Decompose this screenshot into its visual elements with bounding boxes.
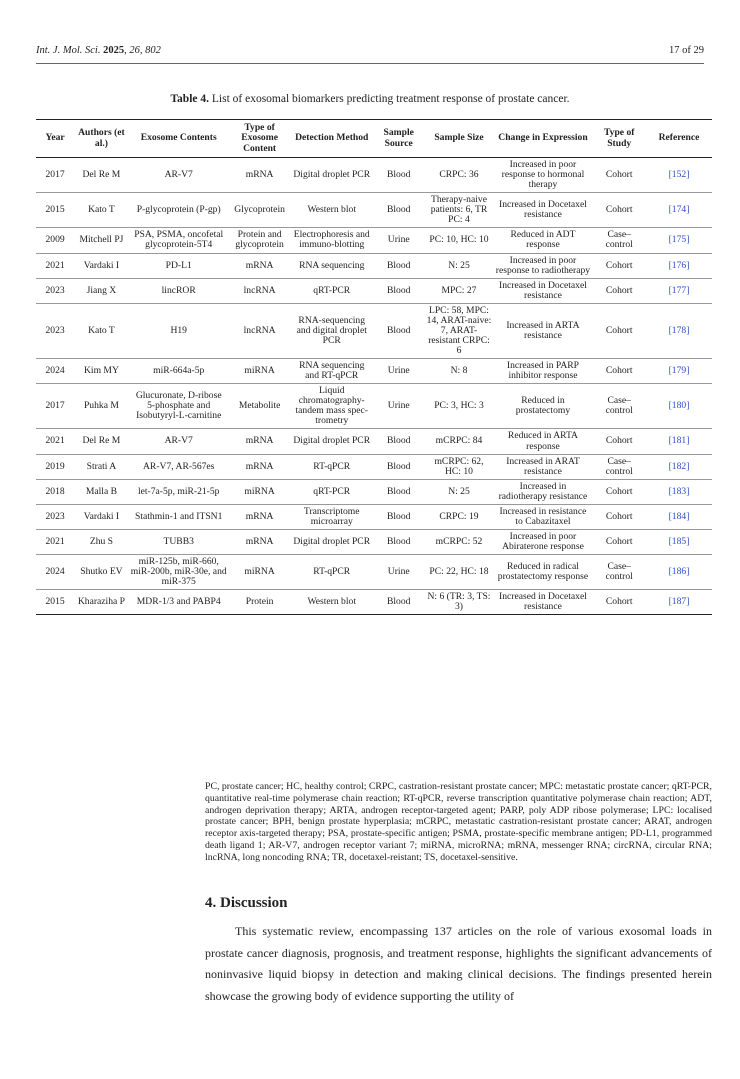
table-cell: Reduced in ADT response — [494, 228, 593, 253]
table-cell: Increased in Docetaxel resistance — [494, 278, 593, 303]
table-cell: miRNA — [229, 479, 291, 504]
table-row — [36, 359, 712, 384]
table-header-row — [36, 120, 712, 158]
column-header: Exosome Contents — [129, 120, 229, 158]
column-header: Year — [36, 120, 74, 158]
table-cell: Digital droplet PCR — [291, 529, 373, 554]
table-cell: 2017 — [36, 158, 74, 193]
table-cell: Blood — [373, 529, 425, 554]
table-cell: lncRNA — [229, 278, 291, 303]
column-header: Change in Expression — [494, 120, 593, 158]
table-cell: AR-V7 — [129, 158, 229, 193]
table-cell: mCRPC: 52 — [424, 529, 493, 554]
table-cell: Western blot — [291, 193, 373, 228]
table-cell: Vardaki I — [74, 504, 129, 529]
table-cell: Cohort — [592, 278, 646, 303]
table-cell: Electrophoresis and immuno-blotting — [291, 228, 373, 253]
table-cell: Increased in poor Abiraterone response — [494, 529, 593, 554]
table-cell: Increased in poor response to radiotherapy — [494, 253, 593, 278]
table-cell: Urine — [373, 228, 425, 253]
table-cell: Transcriptome microarray — [291, 504, 373, 529]
table-row — [36, 303, 712, 358]
table-cell: Digital droplet PCR — [291, 158, 373, 193]
reference-link[interactable]: [177] — [646, 278, 712, 303]
table-cell: mRNA — [229, 158, 291, 193]
page-header — [36, 43, 704, 64]
table-row — [36, 529, 712, 554]
citation-volume: , 26, 802 — [124, 45, 161, 56]
table-row — [36, 193, 712, 228]
journal-citation — [36, 45, 161, 56]
table-cell: Western blot — [291, 590, 373, 615]
table-caption-text: List of exosomal biomarkers predicting treatment response of prostate cancer. — [211, 93, 570, 105]
table-cell: Liquid chromatography-tandem mass spec-trometry — [291, 384, 373, 429]
reference-link[interactable]: [186] — [646, 555, 712, 590]
table-cell: N: 6 (TR: 3, TS: 3) — [424, 590, 493, 615]
column-header: Type of Study — [592, 120, 646, 158]
table-cell: 2021 — [36, 253, 74, 278]
table-cell: PC: 3, HC: 3 — [424, 384, 493, 429]
column-header: Detection Method — [291, 120, 373, 158]
body-paragraph: This systematic review, encompassing 137 articles on the role of various exosomal loads in prostate cancer diagnosis, prognosis, and treatment response, highlights the significant advancements of noninvasive liquid biopsy in detection and making clinical decisions. The findings presented herein showcase the growing body of evidence supporting the utility of — [205, 924, 712, 1003]
table-cell: Increased in Docetaxel resistance — [494, 193, 593, 228]
table-abbreviations: PC, prostate cancer; HC, healthy control; CRPC, castration-resistant prostate cancer; MPC: metastatic prostate cancer; qRT-PCR, quantitative real-time polymerase chain reaction; RT-qPCR, reverse transcription quantitative polymerase chain reaction; ADT, androgen deprivation therapy; ARTA, androgen receptor-targeted agent; PARP, poly ADP ribose polymerase; LPC: localised prostate cancer; BPH, benign prostate hyperplasia; mCRPC, metastatic castration-resistant prostate cancer; ARAT, androgen receptor axis-targeted therapy; PSA, prostate-specific antigen; PSMA, prostate-specific membrane antigen; PD-L1, programmed death ligand 1; AR-V7, androgen receptor variant 7; miRNA, microRNA; mRNA, messenger RNA; circRNA, circular RNA; lncRNA, long noncoding RNA; TR, docetaxel-reistant; TS, docetaxel-sensitive. — [205, 781, 712, 863]
reference-link[interactable]: [183] — [646, 479, 712, 504]
table-cell: AR-V7 — [129, 429, 229, 454]
table-cell: Zhu S — [74, 529, 129, 554]
table-row — [36, 384, 712, 429]
table-cell: Urine — [373, 384, 425, 429]
table-cell: Glycoprotein — [229, 193, 291, 228]
table-cell: PC: 10, HC: 10 — [424, 228, 493, 253]
table-cell: 2023 — [36, 303, 74, 358]
table-cell: Cohort — [592, 590, 646, 615]
table-cell: RNA-sequencing and digital droplet PCR — [291, 303, 373, 358]
table-row — [36, 429, 712, 454]
table-cell: MDR-1/3 and PABP4 — [129, 590, 229, 615]
table-cell: Mitchell PJ — [74, 228, 129, 253]
table-cell: Cohort — [592, 303, 646, 358]
table-cell: Therapy-naive patients: 6, TR PC: 4 — [424, 193, 493, 228]
table-cell: Blood — [373, 303, 425, 358]
table-cell: mRNA — [229, 454, 291, 479]
table-cell: mRNA — [229, 529, 291, 554]
table-cell: Stathmin-1 and ITSN1 — [129, 504, 229, 529]
table-cell: Blood — [373, 479, 425, 504]
table-cell: 2023 — [36, 504, 74, 529]
table-cell: Urine — [373, 555, 425, 590]
table-caption — [36, 93, 704, 105]
table-row — [36, 479, 712, 504]
table-cell: Kim MY — [74, 359, 129, 384]
table-row — [36, 454, 712, 479]
table-cell: PD-L1 — [129, 253, 229, 278]
table-cell: PC: 22, HC: 18 — [424, 555, 493, 590]
table-cell: Cohort — [592, 359, 646, 384]
reference-link[interactable]: [182] — [646, 454, 712, 479]
journal-name: Int. J. Mol. Sci. — [36, 45, 101, 56]
reference-link[interactable]: [152] — [646, 158, 712, 193]
table-cell: CRPC: 36 — [424, 158, 493, 193]
table-cell: N: 25 — [424, 479, 493, 504]
table-cell: Del Re M — [74, 429, 129, 454]
table-cell: PSA, PSMA, oncofetal glycoprotein-5T4 — [129, 228, 229, 253]
table-cell: lncRNA — [229, 303, 291, 358]
table-cell: mRNA — [229, 253, 291, 278]
table-cell: mCRPC: 84 — [424, 429, 493, 454]
table-cell: RT-qPCR — [291, 555, 373, 590]
table-cell: Case–control — [592, 454, 646, 479]
reference-link[interactable]: [179] — [646, 359, 712, 384]
table-row — [36, 253, 712, 278]
table-cell: 2023 — [36, 278, 74, 303]
table-cell: miR-125b, miR-660, miR-200b, miR-30e, and miR-375 — [129, 555, 229, 590]
table-cell: Kato T — [74, 193, 129, 228]
table-cell: Reduced in ARTA response — [494, 429, 593, 454]
reference-link[interactable]: [174] — [646, 193, 712, 228]
table-cell: 2021 — [36, 529, 74, 554]
table-cell: Del Re M — [74, 158, 129, 193]
page-number: 17 of 29 — [669, 45, 704, 56]
table-cell: miRNA — [229, 359, 291, 384]
table-cell: Blood — [373, 454, 425, 479]
table-cell: 2021 — [36, 429, 74, 454]
table-cell: Increased in poor response to hormonal therapy — [494, 158, 593, 193]
table-cell: Puhka M — [74, 384, 129, 429]
table-cell: P-glycoprotein (P-gp) — [129, 193, 229, 228]
column-header: Sample Source — [373, 120, 425, 158]
table-cell: Protein — [229, 590, 291, 615]
table-cell: Increased in resistance to Cabazitaxel — [494, 504, 593, 529]
table-cell: TUBB3 — [129, 529, 229, 554]
section-heading: 4. Discussion — [205, 895, 288, 911]
table-cell: Increased in ARAT resistance — [494, 454, 593, 479]
table-row — [36, 278, 712, 303]
table-cell: mRNA — [229, 504, 291, 529]
reference-link[interactable]: [181] — [646, 429, 712, 454]
table-cell: N: 25 — [424, 253, 493, 278]
table-cell: 2024 — [36, 555, 74, 590]
table-cell: qRT-PCR — [291, 278, 373, 303]
table-cell: Digital droplet PCR — [291, 429, 373, 454]
reference-link[interactable]: [176] — [646, 253, 712, 278]
table-cell: H19 — [129, 303, 229, 358]
table-cell: Blood — [373, 193, 425, 228]
table-cell: 2024 — [36, 359, 74, 384]
table-cell: MPC: 27 — [424, 278, 493, 303]
table-cell: Vardaki I — [74, 253, 129, 278]
table-row — [36, 555, 712, 590]
table-cell: Increased in radiotherapy resistance — [494, 479, 593, 504]
table-cell: Reduced in prostatectomy — [494, 384, 593, 429]
table-cell: RT-qPCR — [291, 454, 373, 479]
table-cell: Kharaziha P — [74, 590, 129, 615]
table-cell: lincROR — [129, 278, 229, 303]
reference-link[interactable]: [175] — [646, 228, 712, 253]
column-header: Type of Exosome Content — [229, 120, 291, 158]
table-cell: let-7a-5p, miR-21-5p — [129, 479, 229, 504]
table-cell: Blood — [373, 158, 425, 193]
table-cell: Glucuronate, D-ribose 5-phosphate and Isobutyryl-L-carnitine — [129, 384, 229, 429]
table-body — [36, 158, 712, 615]
table-cell: Blood — [373, 253, 425, 278]
table-cell: LPC: 58, MPC: 14, ARAT-naive: 7, ARAT-resistant CRPC: 6 — [424, 303, 493, 358]
table-cell: Cohort — [592, 429, 646, 454]
table-cell: 2018 — [36, 479, 74, 504]
reference-link[interactable]: [187] — [646, 590, 712, 615]
table-cell: Case–control — [592, 555, 646, 590]
table-cell: 2009 — [36, 228, 74, 253]
table-cell: Strati A — [74, 454, 129, 479]
table-cell: Reduced in radical prostatectomy response — [494, 555, 593, 590]
table-cell: AR-V7, AR-567es — [129, 454, 229, 479]
table-cell: CRPC: 19 — [424, 504, 493, 529]
table-cell: Case–control — [592, 384, 646, 429]
table-cell: qRT-PCR — [291, 479, 373, 504]
reference-link[interactable]: [185] — [646, 529, 712, 554]
table-cell: miRNA — [229, 555, 291, 590]
table-row — [36, 504, 712, 529]
table-row — [36, 590, 712, 615]
column-header: Sample Size — [424, 120, 493, 158]
table-cell: Cohort — [592, 504, 646, 529]
table-label: Table 4. — [170, 93, 209, 105]
citation-year: 2025 — [103, 45, 125, 56]
table-cell: mRNA — [229, 429, 291, 454]
table-cell: Metabolite — [229, 384, 291, 429]
table-cell: Urine — [373, 359, 425, 384]
reference-link[interactable]: [178] — [646, 303, 712, 358]
table-cell: 2017 — [36, 384, 74, 429]
table-cell: Malla B — [74, 479, 129, 504]
table-cell: Increased in ARTA resistance — [494, 303, 593, 358]
table-cell: 2019 — [36, 454, 74, 479]
table-cell: Shutko EV — [74, 555, 129, 590]
table-cell: Kato T — [74, 303, 129, 358]
table-cell: Jiang X — [74, 278, 129, 303]
table-cell: N: 8 — [424, 359, 493, 384]
reference-link[interactable]: [184] — [646, 504, 712, 529]
table-cell: Cohort — [592, 529, 646, 554]
table-cell: 2015 — [36, 193, 74, 228]
table-cell: RNA sequencing and RT-qPCR — [291, 359, 373, 384]
table-cell: RNA sequencing — [291, 253, 373, 278]
table-row — [36, 158, 712, 193]
table-cell: Cohort — [592, 479, 646, 504]
reference-link[interactable]: [180] — [646, 384, 712, 429]
table-cell: Blood — [373, 429, 425, 454]
column-header: Authors (et al.) — [74, 120, 129, 158]
column-header: Reference — [646, 120, 712, 158]
table-cell: Blood — [373, 504, 425, 529]
table-cell: Blood — [373, 590, 425, 615]
table-cell: mCRPC: 62, HC: 10 — [424, 454, 493, 479]
table-cell: Cohort — [592, 158, 646, 193]
table-cell: Blood — [373, 278, 425, 303]
table-cell: Cohort — [592, 193, 646, 228]
biomarker-table — [36, 119, 712, 615]
table-cell: 2015 — [36, 590, 74, 615]
table-row — [36, 228, 712, 253]
table-cell: Case–control — [592, 228, 646, 253]
table-cell: Increased in PARP inhibitor response — [494, 359, 593, 384]
table-cell: miR-664a-5p — [129, 359, 229, 384]
table-cell: Cohort — [592, 253, 646, 278]
table-cell: Increased in Docetaxel resistance — [494, 590, 593, 615]
table-cell: Protein and glycoprotein — [229, 228, 291, 253]
